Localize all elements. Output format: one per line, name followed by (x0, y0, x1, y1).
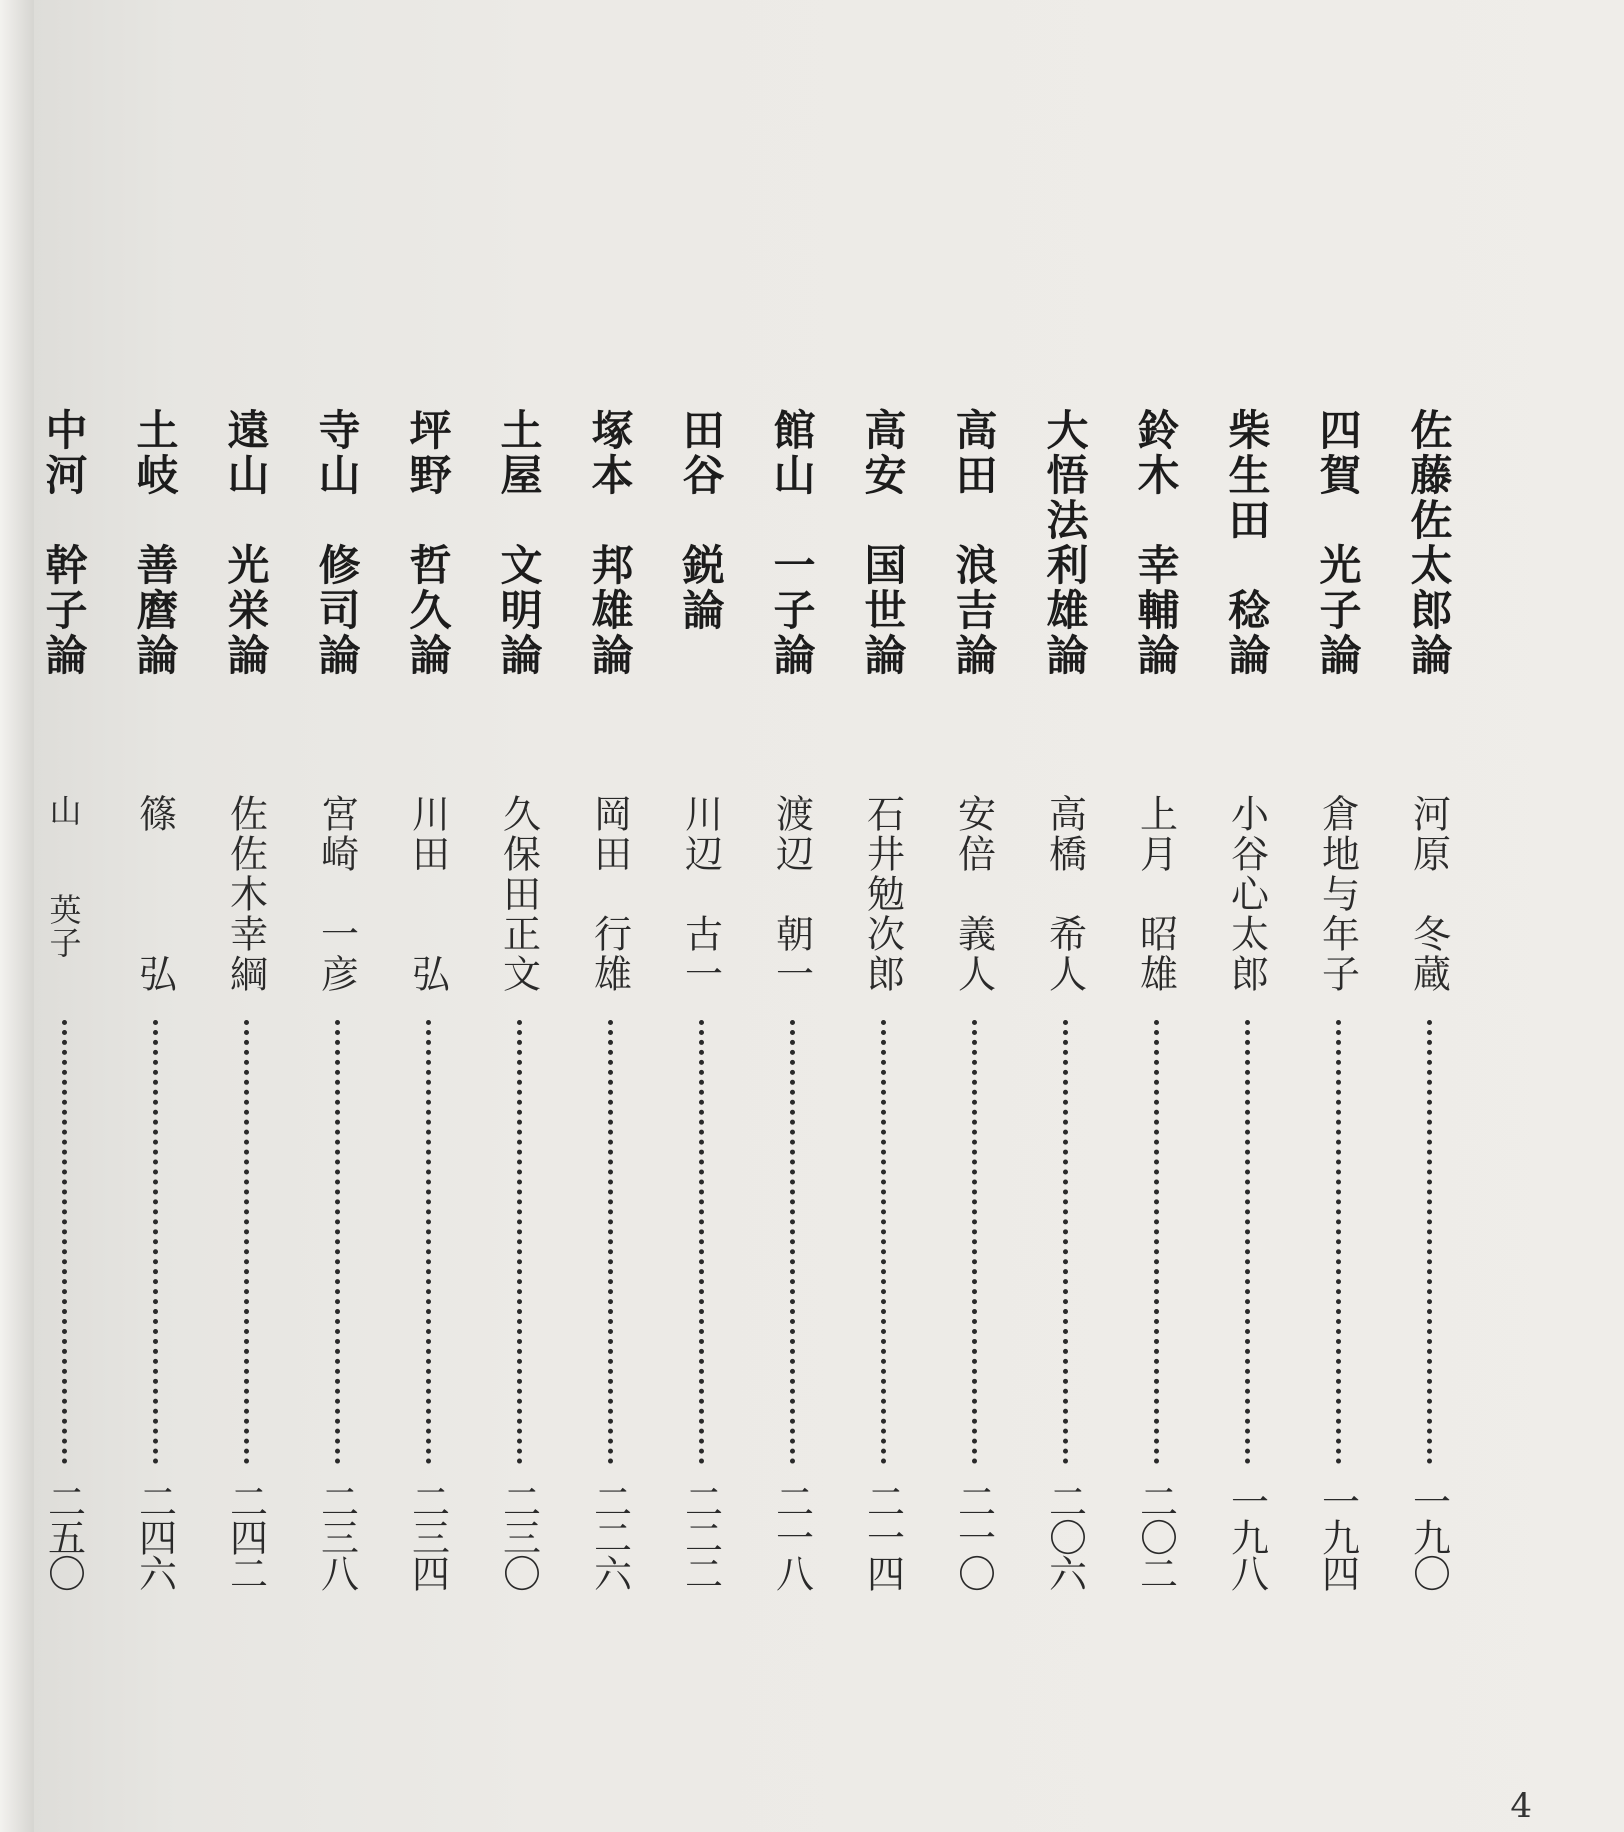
entry-author: 久保田正文 (496, 794, 541, 994)
table-of-contents (18, 408, 1474, 1590)
dot-leader (1336, 1020, 1347, 1464)
dot-leader (1245, 1020, 1256, 1464)
entry-author: 渡辺 朝一 (769, 794, 814, 994)
dot-leader (426, 1020, 437, 1464)
entry-author: 河原 冬蔵 (1406, 794, 1451, 994)
entry-page-number: 二三四 (405, 1482, 450, 1590)
entry-page-number: 二三八 (314, 1482, 359, 1590)
entry-author: 石井勉次郎 (860, 794, 905, 994)
entry-author: 篠 弘 (132, 794, 177, 994)
toc-entry[interactable] (1292, 408, 1383, 1590)
entry-page-number: 二五〇 (41, 1482, 86, 1590)
entry-author: 倉地与年子 (1315, 794, 1360, 994)
toc-entry[interactable] (564, 408, 655, 1590)
dot-leader (244, 1020, 255, 1464)
toc-entry[interactable] (746, 408, 837, 1590)
entry-page-number: 一九八 (1224, 1482, 1269, 1590)
dot-leader (517, 1020, 528, 1464)
toc-entry[interactable] (109, 408, 200, 1590)
entry-title: 佐藤佐太郎論 (1404, 408, 1454, 678)
entry-title: 四賀 光子論 (1313, 408, 1363, 678)
toc-entry[interactable] (1201, 408, 1292, 1590)
dot-leader (790, 1020, 801, 1464)
entry-page-number: 二二六 (587, 1482, 632, 1590)
entry-title: 田谷 鋭論 (676, 408, 726, 633)
entry-title: 高田 浪吉論 (949, 408, 999, 678)
dot-leader (1427, 1020, 1438, 1464)
entry-title: 塚本 邦雄論 (585, 408, 635, 678)
dot-leader (1063, 1020, 1074, 1464)
entry-title: 鈴木 幸輔論 (1131, 408, 1181, 678)
entry-title: 中河 幹子論 (39, 408, 89, 678)
toc-entry[interactable] (200, 408, 291, 1590)
entry-author: 高橋 希人 (1042, 794, 1087, 994)
entry-author: 上月 昭雄 (1133, 794, 1178, 994)
entry-title: 柴生田 稔論 (1222, 408, 1272, 678)
dot-leader (881, 1020, 892, 1464)
entry-page-number: 二〇二 (1133, 1482, 1178, 1590)
entry-page-number: 一九四 (1315, 1482, 1360, 1590)
entry-author: 川田 弘 (405, 794, 450, 994)
entry-title: 遠山 光栄論 (221, 408, 271, 678)
entry-title: 土屋 文明論 (494, 408, 544, 678)
entry-title: 館山 一子論 (767, 408, 817, 678)
toc-entry[interactable] (18, 408, 109, 1590)
entry-page-number: 二四二 (223, 1482, 268, 1590)
entry-page-number: 一九〇 (1406, 1482, 1451, 1590)
entry-page-number: 二〇六 (1042, 1482, 1087, 1590)
dot-leader (153, 1020, 164, 1464)
toc-entry[interactable] (382, 408, 473, 1590)
entry-page-number: 二四六 (132, 1482, 177, 1590)
toc-entry[interactable] (1383, 408, 1474, 1590)
entry-author: 岡田 行雄 (587, 794, 632, 994)
toc-entry[interactable] (837, 408, 928, 1590)
dot-leader (62, 1020, 73, 1464)
toc-entry[interactable] (928, 408, 1019, 1590)
entry-title: 土岐 善麿論 (130, 408, 180, 678)
toc-entry[interactable] (655, 408, 746, 1590)
entry-author: 川辺 古一 (678, 794, 723, 994)
dot-leader (608, 1020, 619, 1464)
entry-page-number: 二一八 (769, 1482, 814, 1590)
entry-author: 佐佐木幸綱 (223, 794, 268, 994)
dot-leader (1154, 1020, 1165, 1464)
entry-title: 大悟法利雄論 (1040, 408, 1090, 678)
entry-title: 高安 国世論 (858, 408, 908, 678)
entry-author: 小谷心太郎 (1224, 794, 1269, 994)
entry-author: 安倍 義人 (951, 794, 996, 994)
toc-entry[interactable] (291, 408, 382, 1590)
toc-entry[interactable] (1110, 408, 1201, 1590)
page-folio-number: 4 (1510, 1786, 1532, 1826)
dot-leader (972, 1020, 983, 1464)
entry-page-number: 二一〇 (951, 1482, 996, 1590)
entry-page-number: 二三〇 (496, 1482, 541, 1590)
entry-page-number: 二二二 (678, 1482, 723, 1590)
dot-leader (699, 1020, 710, 1464)
entry-page-number: 二一四 (860, 1482, 905, 1590)
toc-entry[interactable] (473, 408, 564, 1590)
entry-title: 坪野 哲久論 (403, 408, 453, 678)
entry-author: 宮崎 一彦 (314, 794, 359, 994)
dot-leader (335, 1020, 346, 1464)
entry-title: 寺山 修司論 (312, 408, 362, 678)
toc-entry[interactable] (1019, 408, 1110, 1590)
entry-author: 山 英子 (44, 794, 83, 959)
